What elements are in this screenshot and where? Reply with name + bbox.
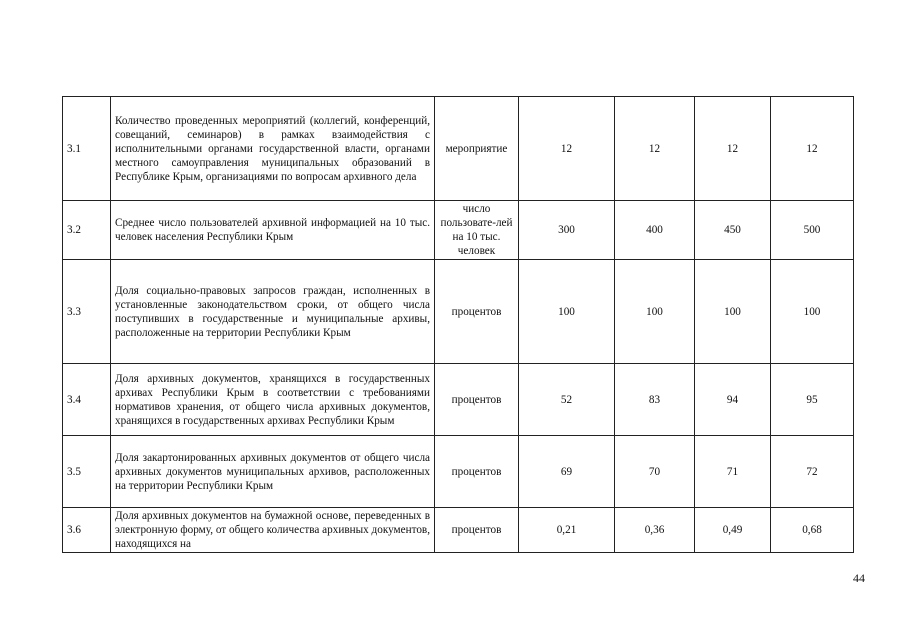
- row-number: 3.6: [63, 508, 111, 553]
- row-number: 3.3: [63, 260, 111, 364]
- value-cell: 100: [695, 260, 771, 364]
- table-row: [63, 508, 854, 553]
- indicator-description: Доля архивных документов на бумажной основе, переведенных в электронную форму, от общего количества архивных документов, находящихся на: [111, 508, 435, 553]
- table-row: [63, 436, 854, 508]
- indicator-description: Доля социально-правовых запросов граждан, исполненных в установленные законодательством сроки, от общего числа поступивших в государственные и муниципальные архивы, расположенные на территории Республики Крым: [111, 260, 435, 364]
- value-cell: 300: [519, 201, 615, 260]
- table-row: [63, 364, 854, 436]
- unit-of-measure: число пользовате-лей на 10 тыс. человек: [435, 201, 519, 260]
- value-cell: 0,68: [771, 508, 854, 553]
- row-number: 3.4: [63, 364, 111, 436]
- unit-of-measure: процентов: [435, 364, 519, 436]
- value-cell: 94: [695, 364, 771, 436]
- row-number: 3.1: [63, 97, 111, 201]
- table-row: [63, 260, 854, 364]
- value-cell: 100: [615, 260, 695, 364]
- value-cell: 0,49: [695, 508, 771, 553]
- value-cell: 0,36: [615, 508, 695, 553]
- indicator-description: Количество проведенных мероприятий (коллегий, конференций, совещаний, семинаров) в рамках взаимодействия с исполнительными органами государственной власти, органами местного самоуправления муниципальных образований в Республике Крым, организациями по вопросам архивного дела: [111, 97, 435, 201]
- value-cell: 95: [771, 364, 854, 436]
- value-cell: 0,21: [519, 508, 615, 553]
- indicator-description: Доля архивных документов, хранящихся в государственных архивах Республики Крым в соответствии с требованиями нормативов хранения, от общего числа архивных документов, хранящихся в государственных архивах Республики Крым: [111, 364, 435, 436]
- value-cell: 12: [695, 97, 771, 201]
- unit-of-measure: процентов: [435, 260, 519, 364]
- unit-of-measure: процентов: [435, 508, 519, 553]
- row-number: 3.2: [63, 201, 111, 260]
- value-cell: 12: [615, 97, 695, 201]
- value-cell: 71: [695, 436, 771, 508]
- value-cell: 83: [615, 364, 695, 436]
- indicators-table: [62, 96, 854, 553]
- value-cell: 70: [615, 436, 695, 508]
- value-cell: 69: [519, 436, 615, 508]
- indicator-description: Среднее число пользователей архивной информацией на 10 тыс. человек населения Республики Крым: [111, 201, 435, 260]
- value-cell: 12: [519, 97, 615, 201]
- value-cell: 12: [771, 97, 854, 201]
- unit-of-measure: процентов: [435, 436, 519, 508]
- value-cell: 500: [771, 201, 854, 260]
- value-cell: 100: [771, 260, 854, 364]
- unit-of-measure: мероприятие: [435, 97, 519, 201]
- row-number: 3.5: [63, 436, 111, 508]
- value-cell: 450: [695, 201, 771, 260]
- table-row: [63, 201, 854, 260]
- page-number: 44: [853, 571, 865, 585]
- table-row: [63, 97, 854, 201]
- value-cell: 72: [771, 436, 854, 508]
- value-cell: 52: [519, 364, 615, 436]
- indicator-description: Доля закартонированных архивных документов от общего числа архивных документов муниципальных архивов, расположенных на территории Республики Крым: [111, 436, 435, 508]
- value-cell: 400: [615, 201, 695, 260]
- value-cell: 100: [519, 260, 615, 364]
